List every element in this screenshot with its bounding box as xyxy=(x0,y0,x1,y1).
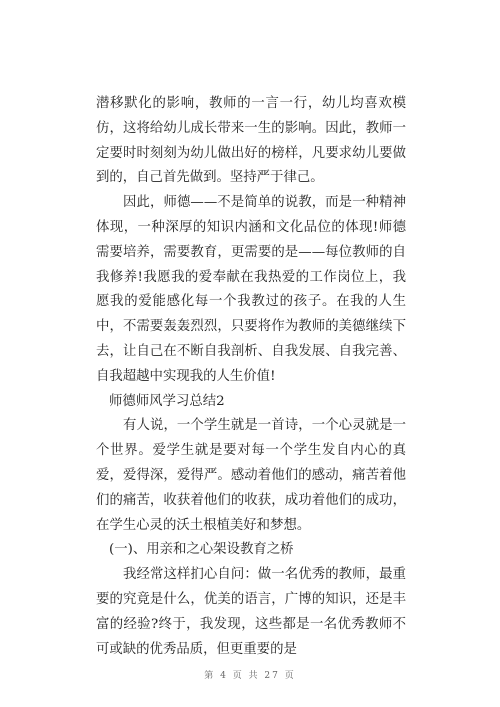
page-number-footer: 第 4 页 共 27 页 xyxy=(204,671,296,681)
paragraph-poem: 有人说，一个学生就是一首诗，一个心灵就是一个世界。爱学生就是要对每一个学生发自内心的真爱，爱得深，爱得严。感动着他们的感动，痛苦着他们的痛苦，收获着他们的收获，成功着他们的成功，在学生心灵的沃土根植美好和梦想。 xyxy=(96,418,406,533)
paragraph-conclusion: 因此，师德——不是简单的说教，而是一种精神体现，一种深厚的知识内涵和文化品位的体现!师德需要培养，需要教育，更需要的是——每位教师的自我修养!我愿我的爱奉献在我热爱的工作岗位上，我愿我的爱能感化每一个我教过的孩子。在我的人生中，不需要轰轰烈烈，只要将作为教师的美德继续下去，让自己在不断自我剖析、自我发展、自我完善、自我超越中实现我的人生价值! xyxy=(96,195,406,384)
subsection-heading: (一)、用亲和之心架设教育之桥 xyxy=(109,542,294,558)
paragraph-question: 我经常这样扪心自问：做一名优秀的教师，最重要的究竟是什么，优美的语言，广博的知识，还是丰富的经验?终于，我发现，这些都是一名优秀教师不可或缺的优秀品质，但更重要的是 xyxy=(96,567,406,657)
paragraph-continuation: 潜移默化的影响，教师的一言一行，幼儿均喜欢模仿，这将给幼儿成长带来一生的影响。因此，教师一定要时时刻刻为幼儿做出好的榜样，凡要求幼儿要做到的，自己首先做到。坚持严于律己。 xyxy=(96,96,406,186)
section-title: 师德师风学习总结2 xyxy=(109,393,225,409)
document-body xyxy=(96,92,406,662)
